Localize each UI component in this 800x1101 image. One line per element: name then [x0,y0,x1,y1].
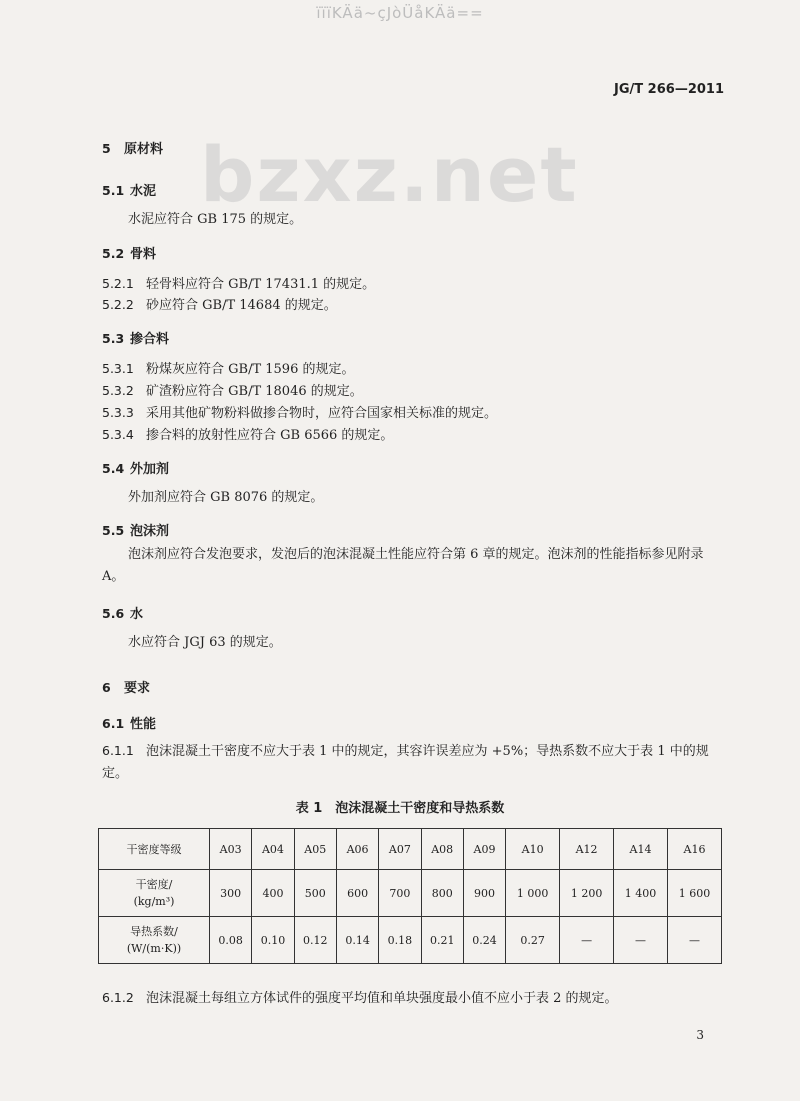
grade-cell: A10 [506,829,560,870]
section-title: 掺合料 [130,332,170,347]
conductivity-cell: 0.10 [252,917,294,964]
clause-number: 5.3.3 [102,405,134,420]
clause-text: 轻骨料应符合 GB/T 17431.1 的规定。 [146,277,376,292]
density-cell: 800 [421,870,463,917]
conductivity-cell: 0.08 [210,917,252,964]
row-header [99,917,210,964]
conductivity-cell: — [560,917,614,964]
watermark: bzxz.net [200,130,579,219]
clause-number: 5.3.2 [102,383,134,398]
section-number: 5.2 [102,246,125,261]
section-6-heading [102,677,150,696]
clause-number: 5.2.1 [102,276,134,291]
section-title: 水泥 [130,184,157,199]
section-5-heading [102,138,163,157]
clause-6-1-1 [102,740,722,785]
conductivity-cell: — [668,917,722,964]
section-5-6-text: 水应符合 JGJ 63 的规定。 [128,635,282,650]
table-row-conductivity [99,917,722,964]
section-title: 外加剂 [130,462,170,477]
density-unit: (kg/m³) [133,895,175,908]
standard-code: JG/T 266—2011 [614,82,724,97]
section-title: 骨料 [130,247,157,262]
section-number: 5.3 [102,331,125,346]
density-cell: 300 [210,870,252,917]
section-title: 要求 [124,681,151,696]
density-cell: 1 600 [668,870,722,917]
table-row-grade [99,829,722,870]
clause-6-1-2 [102,987,618,1006]
density-cell: 1 200 [560,870,614,917]
clause-5-3-4 [102,424,393,443]
section-title: 泡沫剂 [130,524,170,539]
conductivity-cell: 0.12 [294,917,336,964]
conductivity-cell: 0.18 [379,917,421,964]
conductivity-cell: 0.24 [463,917,505,964]
table-1-caption: 表 1 泡沫混凝土干密度和导热系数 [295,801,505,816]
section-title: 性能 [130,717,157,732]
section-5-5-text: 泡沫剂应符合发泡要求，发泡后的泡沫混凝土性能应符合第 6 章的规定。泡沫剂的性能指标参见附录 A。 [102,547,704,584]
section-5-2-heading [102,243,156,262]
header-mark: ïïïKÄä~çJòÜåKÄä== [316,4,484,22]
grade-cell: A16 [668,829,722,870]
section-number: 5 [102,141,111,156]
clause-number: 5.2.2 [102,297,134,312]
clause-text: 砂应符合 GB/T 14684 的规定。 [146,298,337,313]
density-cell: 500 [294,870,336,917]
clause-5-3-3 [102,402,497,421]
section-title: 原材料 [124,142,164,157]
grade-cell: A12 [560,829,614,870]
conductivity-cell: 0.27 [506,917,560,964]
section-5-4-heading [102,458,169,477]
section-number: 5.6 [102,606,125,621]
section-number: 5.4 [102,461,125,476]
grade-cell: A04 [252,829,294,870]
section-title: 水 [130,607,144,622]
clause-5-3-2 [102,380,363,399]
density-cell: 700 [379,870,421,917]
density-cell: 600 [336,870,378,917]
section-number: 6.1 [102,716,125,731]
clause-text: 泡沫混凝土干密度不应大于表 1 中的规定，其容许误差应为 +5%；导热系数不应大于表 1 中的规定。 [102,744,709,781]
table-1 [98,828,722,964]
table-row-density [99,870,722,917]
density-cell: 400 [252,870,294,917]
clause-number: 6.1.2 [102,990,134,1005]
row-header: 干密度等级 [99,829,210,870]
grade-cell: A06 [336,829,378,870]
conductivity-cell: — [614,917,668,964]
clause-text: 粉煤灰应符合 GB/T 1596 的规定。 [146,362,355,377]
clause-5-2-1 [102,273,375,292]
conductivity-unit: (W/(m·K)) [126,942,182,955]
section-number: 5.5 [102,523,125,538]
grade-cell: A05 [294,829,336,870]
clause-text: 采用其他矿物粉料做掺合物时，应符合国家相关标准的规定。 [146,406,498,421]
clause-number: 5.3.4 [102,427,134,442]
clause-text: 掺合料的放射性应符合 GB 6566 的规定。 [146,428,394,443]
conductivity-cell: 0.14 [336,917,378,964]
density-cell: 1 400 [614,870,668,917]
conductivity-cell: 0.21 [421,917,463,964]
grade-cell: A09 [463,829,505,870]
section-number: 5.1 [102,183,125,198]
section-5-6-heading [102,603,143,622]
section-number: 6 [102,680,111,695]
section-6-1-heading [102,713,156,732]
clause-5-2-2 [102,294,337,313]
row-header [99,870,210,917]
grade-cell: A03 [210,829,252,870]
clause-text: 矿渣粉应符合 GB/T 18046 的规定。 [146,384,363,399]
conductivity-label: 导热系数/ [130,925,178,938]
section-5-5-heading [102,520,169,539]
section-5-1-heading [102,180,156,199]
density-cell: 900 [463,870,505,917]
section-5-1-text: 水泥应符合 GB 175 的规定。 [128,212,303,227]
clause-text: 泡沫混凝土每组立方体试件的强度平均值和单块强度最小值不应小于表 2 的规定。 [146,991,618,1006]
section-5-3-heading [102,328,169,347]
clause-number: 5.3.1 [102,361,134,376]
density-cell: 1 000 [506,870,560,917]
page-number: 3 [696,1028,704,1042]
clause-number: 6.1.1 [102,743,134,758]
grade-cell: A08 [421,829,463,870]
grade-cell: A14 [614,829,668,870]
density-label: 干密度/ [135,878,173,891]
grade-cell: A07 [379,829,421,870]
clause-5-3-1 [102,358,354,377]
section-5-4-text: 外加剂应符合 GB 8076 的规定。 [128,490,324,505]
